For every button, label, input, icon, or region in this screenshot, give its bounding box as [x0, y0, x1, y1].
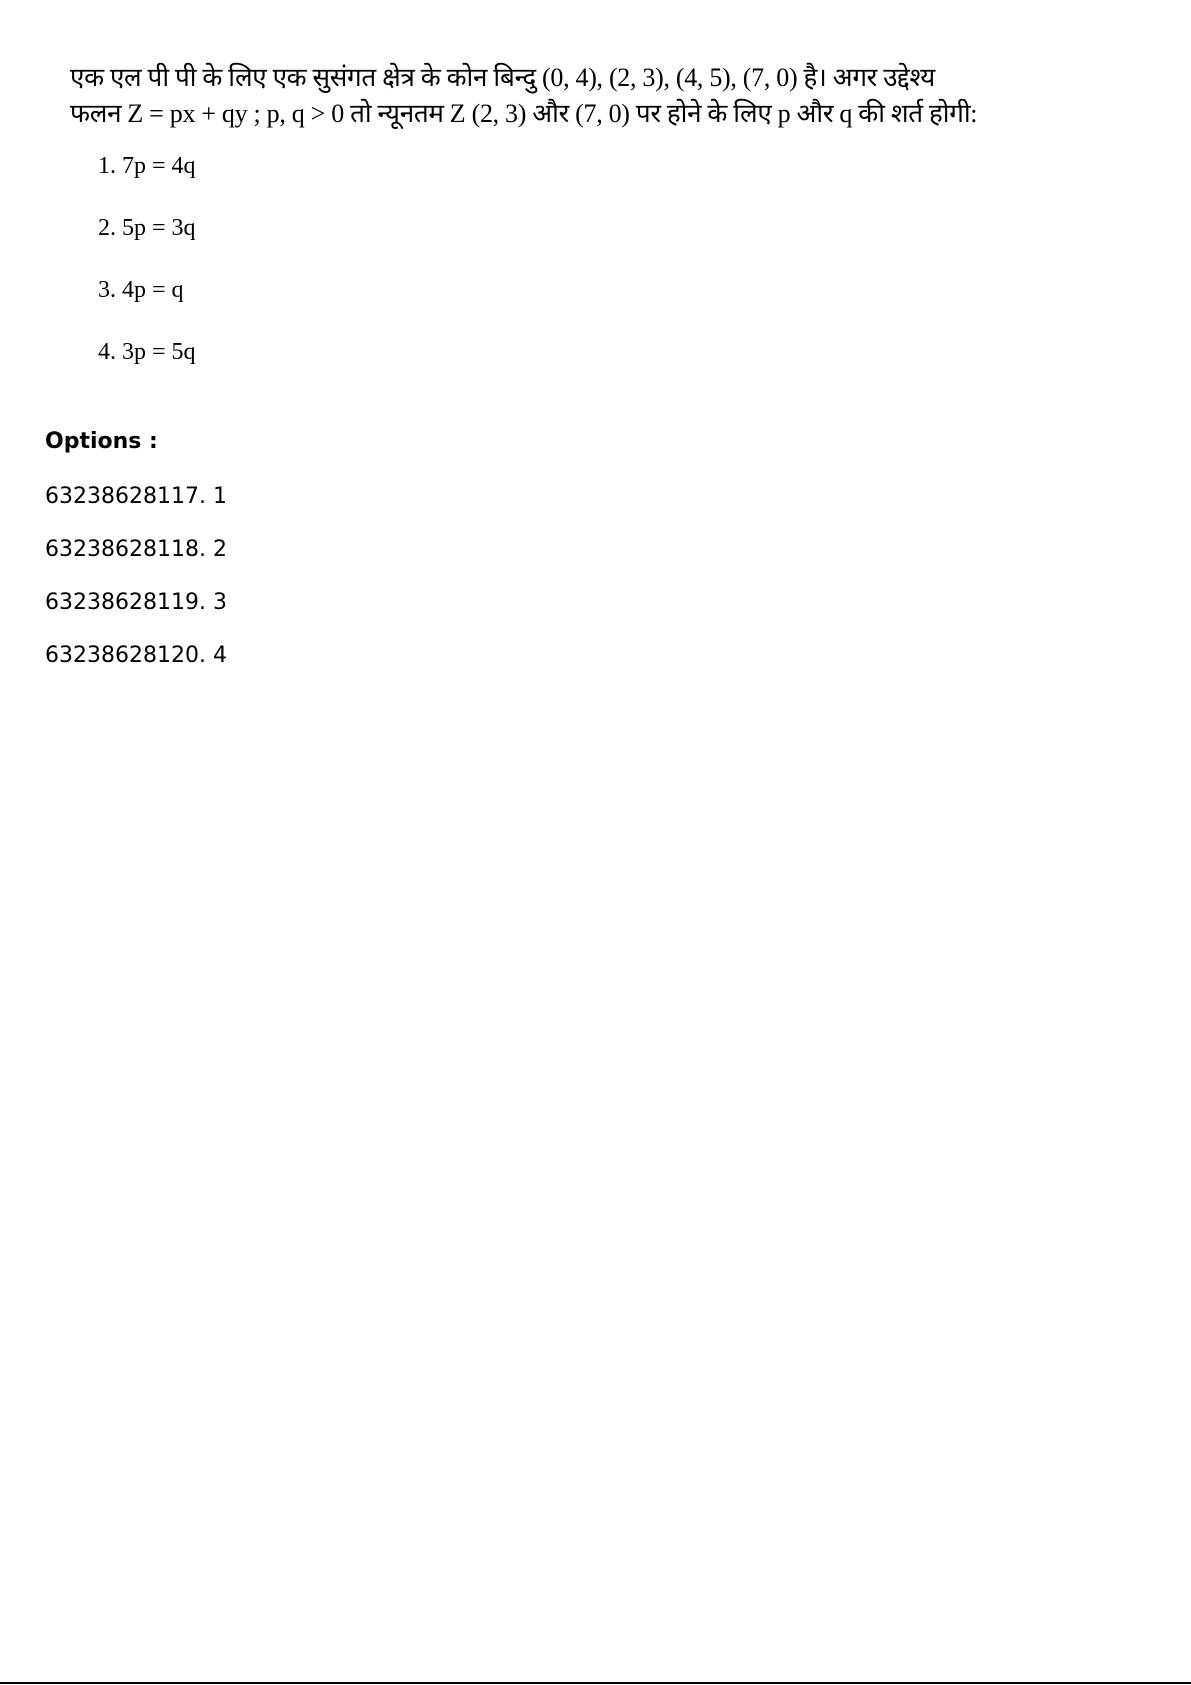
question-text-line-2: फलन Z = px + qy ; p, q > 0 तो न्यूनतम Z (2, 3) और (7, 0) पर होने के लिए p और q की शर्त होगी: — [70, 99, 978, 128]
option-item: 63238628120. 4 — [45, 643, 227, 668]
footer-divider — [0, 1682, 1191, 1684]
choice-item: 4. 3p = 5q — [98, 339, 196, 365]
question-text-line-1: एक एल पी पी के लिए एक सुसंगत क्षेत्र के कोन बिन्दु (0, 4), (2, 3), (4, 5), (7, 0) है। अगर उद्देश्य — [70, 63, 935, 92]
choice-item: 1. 7p = 4q — [98, 153, 196, 179]
option-item: 63238628119. 3 — [45, 590, 227, 615]
option-item: 63238628117. 1 — [45, 484, 227, 509]
options-heading: Options : — [45, 429, 158, 454]
choice-item: 2. 5p = 3q — [98, 215, 196, 241]
choice-list — [70, 152, 970, 400]
question-image — [70, 60, 978, 400]
option-item: 63238628118. 2 — [45, 537, 227, 562]
choice-item: 3. 4p = q — [98, 277, 184, 303]
options-block — [45, 428, 227, 695]
